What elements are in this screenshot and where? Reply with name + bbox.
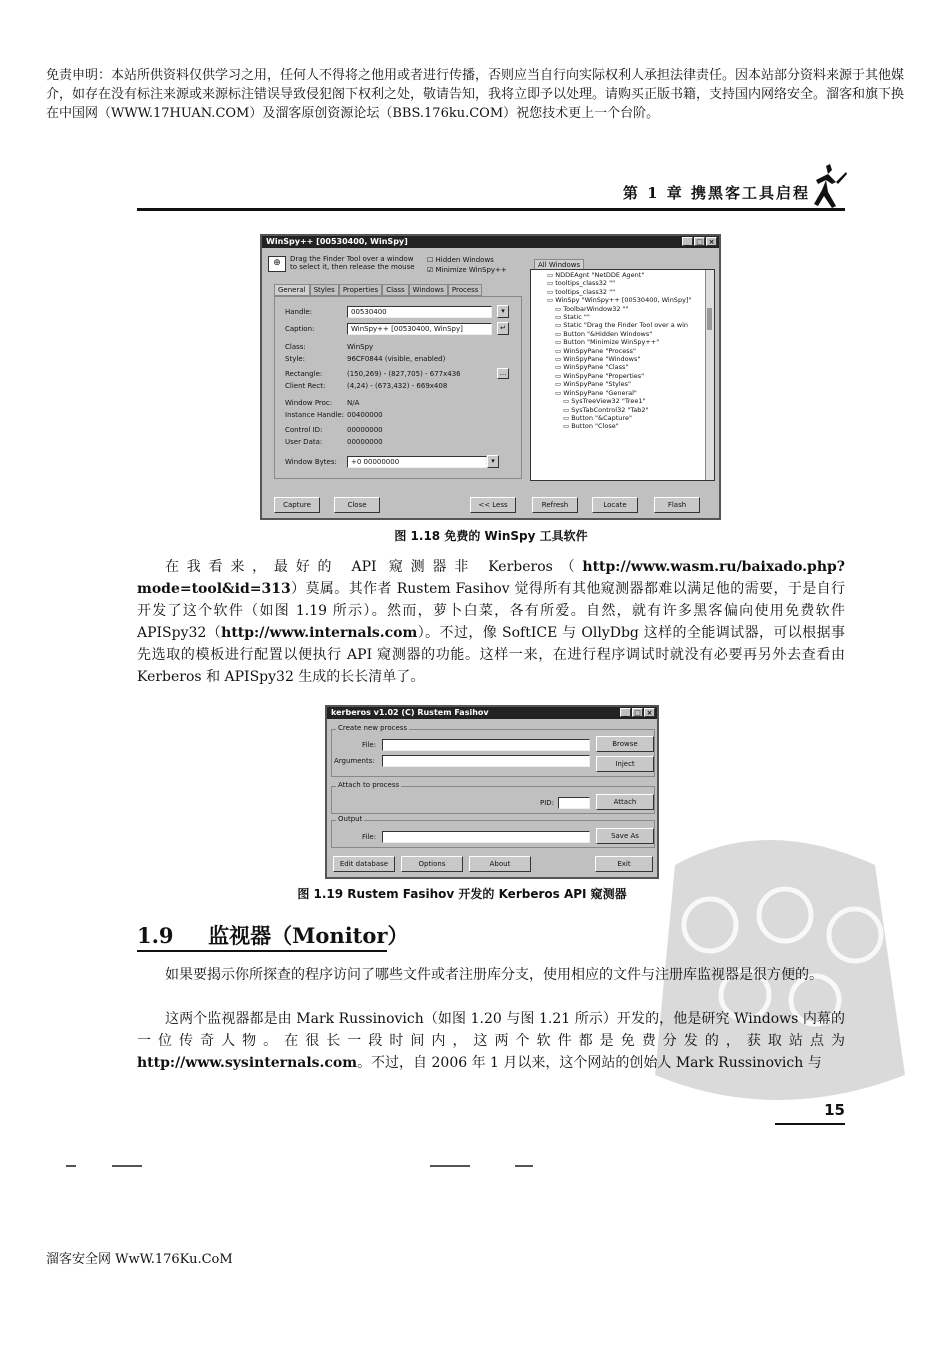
window-node-icon: ▭ [555,313,564,322]
flash-button[interactable]: Flash [654,497,700,513]
scan-artifact [515,1165,533,1167]
window-proc-label: Window Proc: [285,399,333,407]
tree-item-label: Button "&Hidden Windows" [563,329,653,338]
about-button[interactable]: About [469,856,531,872]
figure-1-18-caption: 图 1.18 免费的 WinSpy 工具软件 [394,529,588,543]
tree-item-label: WinSpy "WinSpy++ [00530400, WinSpy]" [555,296,692,305]
attach-process-group [331,781,655,814]
file-input[interactable] [382,739,590,751]
control-id-label: Control ID: [285,426,323,434]
rectangle-label: Rectangle: [285,370,323,378]
tree-item[interactable] [539,414,714,422]
options-button[interactable]: Options [401,856,463,872]
para1-text-3: ）。不过，像 SoftICE 与 OllyDbg 这样的全能调试器，可以根据事先选取的模板进行配置以便执行 API 窥测器的功能。这样一来，在进行程序调试时就没有必要再另外去查看由 Kerberos 和 APISpy32 生成的长长清单了。 [137,625,845,685]
tree-item-label: SysTreeView32 "Tree1" [571,397,646,406]
para1-text-2: ）莫属。其作者 Rustem Fasihov 觉得所有其他窥测器都难以满足他的需要，于是自行开发了这个软件（如图 1.19 所示）。然而，萝卜白菜，各有所爱。自然，就有许多黑客偏向使用免费软件 APISpy32（ [137,581,845,641]
arguments-label: Arguments: [334,757,375,765]
kerberos-url-link[interactable]: http://www.wasm.ru/baixado.php?mode=tool&id=313 [137,559,845,597]
tree-item[interactable] [539,321,714,329]
create-process-title: Create new process [338,724,408,732]
window-node-icon: ▭ [555,371,564,380]
window-node-icon: ▭ [555,355,564,364]
tree-item-label: tooltips_class32 "" [555,287,616,296]
tree-item[interactable] [539,380,714,388]
handle-field[interactable]: 00530400 [347,306,492,318]
window-node-icon: ▭ [555,363,564,372]
tree-item-label: WinSpyPane "Properties" [563,371,645,380]
tree-item[interactable] [539,338,714,346]
rectangle-value: (150,269) - (827,705) - 677x436 [347,370,461,378]
tree-item-label: WinSpyPane "Styles" [563,380,632,389]
tree-scrollbar[interactable] [705,270,714,480]
kerberos-close-icon[interactable]: × [644,708,655,717]
pid-input[interactable] [558,797,590,809]
exit-button[interactable]: Exit [595,856,653,872]
minimize-icon[interactable]: _ [682,237,693,246]
tree-item[interactable] [539,313,714,321]
style-label: Style: [285,355,305,363]
window-node-icon: ▭ [547,296,556,305]
hidden-windows-checkbox[interactable]: ☐ Hidden Windows [427,256,494,264]
locate-button[interactable]: Locate [592,497,638,513]
tree-item[interactable] [539,397,714,405]
header-rule [137,208,845,211]
handle-dropdown-icon[interactable]: ▾ [497,305,509,318]
tree-item-label: SysTabControl32 "Tab2" [571,405,649,414]
refresh-button[interactable]: Refresh [532,497,578,513]
window-bytes-label: Window Bytes: [285,458,337,466]
window-node-icon: ▭ [555,380,564,389]
tree-item-label: Button "&Capture" [571,413,632,422]
window-node-icon: ▭ [555,338,564,347]
capture-button[interactable]: Capture [274,497,320,513]
kerberos-window [325,705,659,879]
close-icon[interactable]: × [706,237,717,246]
maximize-icon[interactable]: □ [694,237,705,246]
style-value: 96CF0844 (visible, enabled) [347,355,446,363]
caption-apply-icon[interactable]: ↵ [497,322,509,335]
tab-process[interactable]: Process [448,284,483,296]
window-node-icon: ▭ [547,287,556,296]
rectangle-more-icon[interactable]: … [497,368,509,379]
tree-item[interactable] [539,330,714,338]
window-node-icon: ▭ [563,422,572,431]
close-button[interactable]: Close [334,497,380,513]
control-id-value: 00000000 [347,426,383,434]
tree-item[interactable] [539,406,714,414]
instance-handle-value: 00400000 [347,411,383,419]
window-node-icon: ▭ [555,388,564,397]
winspy-window [260,234,721,520]
tab-properties[interactable]: Properties [339,284,382,296]
para3-text-1: 这两个监视器都是由 Mark Russinovich（如图 1.20 与图 1.21 所示）开发的，他是研究 Windows 内幕的一位传奇人物。在很长一段时间内，这两个软件都是免费分发的，获取站点为 [137,1011,845,1049]
tab-windows[interactable]: Windows [409,284,448,296]
window-node-icon: ▭ [563,397,572,406]
window-proc-value: N/A [347,399,360,407]
tree-item[interactable] [539,389,714,397]
winspy-title: WinSpy++ [00530400, WinSpy] [266,237,408,246]
figure-1-19-caption: 图 1.19 Rustem Fasihov 开发的 Kerberos API 窥测器 [297,887,627,901]
pid-label: PID: [540,799,555,807]
output-group [331,815,655,848]
footer-site: 溜客安全网 WwW.176Ku.CoM [46,1252,233,1267]
tree-item-label: Static "Drag the Finder Tool over a win [563,321,689,330]
ninja-logo-icon [806,162,848,210]
page-number: 15 [824,1101,845,1119]
save-as-button[interactable]: Save As [596,828,654,844]
paragraph-russinovich [137,1008,845,1074]
attach-button[interactable]: Attach [596,794,654,810]
tree-item-label: WinSpyPane "Class" [563,363,629,372]
window-node-icon: ▭ [555,304,564,313]
window-node-icon: ▭ [555,329,564,338]
tree-item[interactable] [539,422,714,430]
inject-button[interactable]: Inject [596,756,654,772]
tree-item-label: Button "Close" [571,422,619,431]
attach-process-title: Attach to process [338,781,400,789]
tree-item-label: ToolbarWindow32 "" [563,304,629,313]
internals-url-link[interactable]: http://www.internals.com [221,625,418,641]
window-node-icon: ▭ [547,271,556,279]
section-rule [137,950,387,952]
general-panel [274,296,522,479]
user-data-value: 00000000 [347,438,383,446]
tree-item-label: WinSpyPane "General" [563,388,637,397]
tree-item[interactable] [539,279,714,287]
tree-item[interactable] [539,305,714,313]
window-node-icon: ▭ [563,413,572,422]
browse-button[interactable]: Browse [596,736,654,752]
tree-item-label: WinSpyPane "Windows" [563,355,641,364]
para1-text-1: 在我看来，最好的 API 窥测器非 Kerberos（ [165,559,583,575]
window-node-icon: ▭ [555,321,564,330]
kerberos-title: kerberos v1.02 (C) Rustem Fasihov [331,708,489,717]
scan-artifact [430,1165,470,1167]
paragraph-monitor-intro: 如果要揭示你所探查的程序访问了哪些文件或者注册库分支，使用相应的文件与注册库监视器是很方便的。 [165,967,823,983]
tree-item-label: Button "Minimize WinSpy++" [563,338,660,347]
tree-item[interactable] [539,355,714,363]
tree-item-label: WinSpyPane "Process" [563,346,636,355]
window-bytes-dropdown-icon[interactable]: ▾ [487,455,499,468]
tab-styles[interactable]: Styles [310,284,339,296]
winspy-titlebar [262,236,719,248]
tab-class[interactable]: Class [382,284,408,296]
hidden-windows-label: Hidden Windows [435,256,494,264]
caption-label: Caption: [285,325,315,333]
scan-artifact [112,1165,142,1167]
file-label: File: [362,741,377,749]
window-node-icon: ▭ [563,405,572,414]
instance-handle-label: Instance Handle: [285,411,345,419]
disclaimer-text: 免责申明：本站所供资料仅供学习之用，任何人不得将之他用或者进行传播，否则应当自行向实际权利人承担法律责任。因本站部分资料来源于其他媒介，如存在没有标注来源或来源标注错误导致侵犯阁下权利之处，敬请告知，我将立即予以处理。请购买正版书籍，支持国内网络安全。溜客和旗下换在中国网（WWW.17HUAN.COM）及溜客原创资源论坛（BBS.176ku.COM）祝您技术更上一个台阶。 [46,68,905,121]
create-process-group [331,724,655,777]
section-heading [137,920,408,950]
class-label: Class: [285,343,306,351]
window-tree[interactable] [530,269,715,481]
window-node-icon: ▭ [555,346,564,355]
tree-item[interactable] [539,372,714,380]
tab-general[interactable]: General [274,284,310,296]
class-value: WinSpy [347,343,374,351]
less-button[interactable]: << Less [470,497,516,513]
kerberos-minimize-icon[interactable]: _ [620,708,631,717]
tree-item[interactable] [539,363,714,371]
edit-database-button[interactable]: Edit database [333,856,395,872]
user-data-label: User Data: [285,438,323,446]
tree-item[interactable] [539,288,714,296]
kerberos-maximize-icon[interactable]: □ [632,708,643,717]
chapter-header: 第 1 章 携黑客工具启程 [622,184,810,202]
para3-text-2: 。不过，自 2006 年 1 月以来，这个网站的创始人 Mark Russinovich 与 [357,1055,822,1071]
sysinternals-url-link[interactable]: http://www.sysinternals.com [137,1055,358,1071]
paragraph-kerberos [137,556,845,688]
window-node-icon: ▭ [547,279,556,288]
scrollbar-thumb[interactable] [707,308,712,330]
client-rect-value: (4,24) - (673,432) - 669x408 [347,382,448,390]
window-bytes-field[interactable]: +0 00000000 [347,456,487,468]
section-number: 1.9 [137,923,174,948]
tree-item[interactable] [539,271,714,279]
handle-label: Handle: [285,308,313,316]
section-title: 监视器（Monitor） [208,923,409,948]
tree-item-label: tooltips_class32 "" [555,279,616,288]
finder-tool-icon[interactable]: ⊕ [268,256,286,272]
tab-all-windows[interactable]: All Windows [534,259,584,271]
minimize-label: Minimize WinSpy++ [435,266,507,274]
tree-item-label: NDDEAgnt "NetDDE Agent" [555,271,645,279]
output-title: Output [338,815,363,823]
tree-item[interactable] [539,296,714,304]
tree-item[interactable] [539,347,714,355]
client-rect-label: Client Rect: [285,382,326,390]
tree-item-label: Static "" [563,313,590,322]
scan-artifact [66,1165,76,1167]
caption-field[interactable]: WinSpy++ [00530400, WinSpy] [347,323,492,335]
arguments-input[interactable] [382,755,590,767]
output-file-input[interactable] [382,831,590,843]
page-number-rule [775,1123,845,1125]
output-file-label: File: [362,833,377,841]
minimize-checkbox[interactable]: ☑ Minimize WinSpy++ [427,266,507,274]
kerberos-titlebar [327,707,657,719]
tab-strip [274,284,482,296]
drag-hint: Drag the Finder Tool over a window to select it, then release the mouse [290,255,415,271]
